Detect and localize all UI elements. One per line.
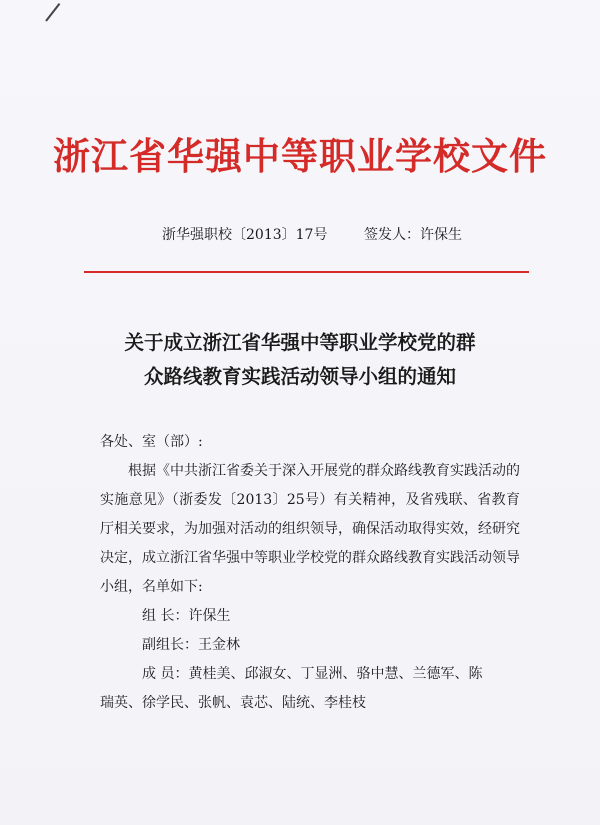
body-paragraph: 根据《中共浙江省委关于深入开展党的群众路线教育实践活动的实施意见》（浙委发〔2013〕25号）有关精神，及省残联、省教育厅相关要求，为加强对活动的组织领导，确保活动取得实效，经研究决定，成立浙江省华强中等职业学校党的群众路线教育实践活动领导小组，名单如下: [100, 463, 520, 595]
notice-title [90, 326, 510, 394]
members-line-1: 成 员：黄桂美、邱淑女、丁显洲、骆中慧、兰德军、陈 [142, 666, 483, 682]
deputy-leader-line: 副组长：王金林 [142, 637, 240, 653]
document-number: 浙华强职校〔2013〕17号 [162, 227, 328, 243]
document-header-title: 浙江省华强中等职业学校文件 [53, 134, 547, 178]
red-divider-line [84, 271, 529, 273]
notice-title-line-2: 众路线教育实践活动领导小组的通知 [143, 365, 456, 388]
notice-title-line-1: 关于成立浙江省华强中等职业学校党的群 [124, 331, 476, 354]
document-signer: 签发人：许保生 [364, 227, 462, 243]
leader-line: 组 长：许保生 [142, 608, 231, 624]
pen-mark [45, 3, 60, 22]
members-line-2: 瑞英、徐学民、张帆、袁芯、陆统、李桂枝 [100, 695, 366, 711]
notice-body [100, 428, 520, 718]
salutation: 各处、室（部）: [100, 434, 203, 450]
